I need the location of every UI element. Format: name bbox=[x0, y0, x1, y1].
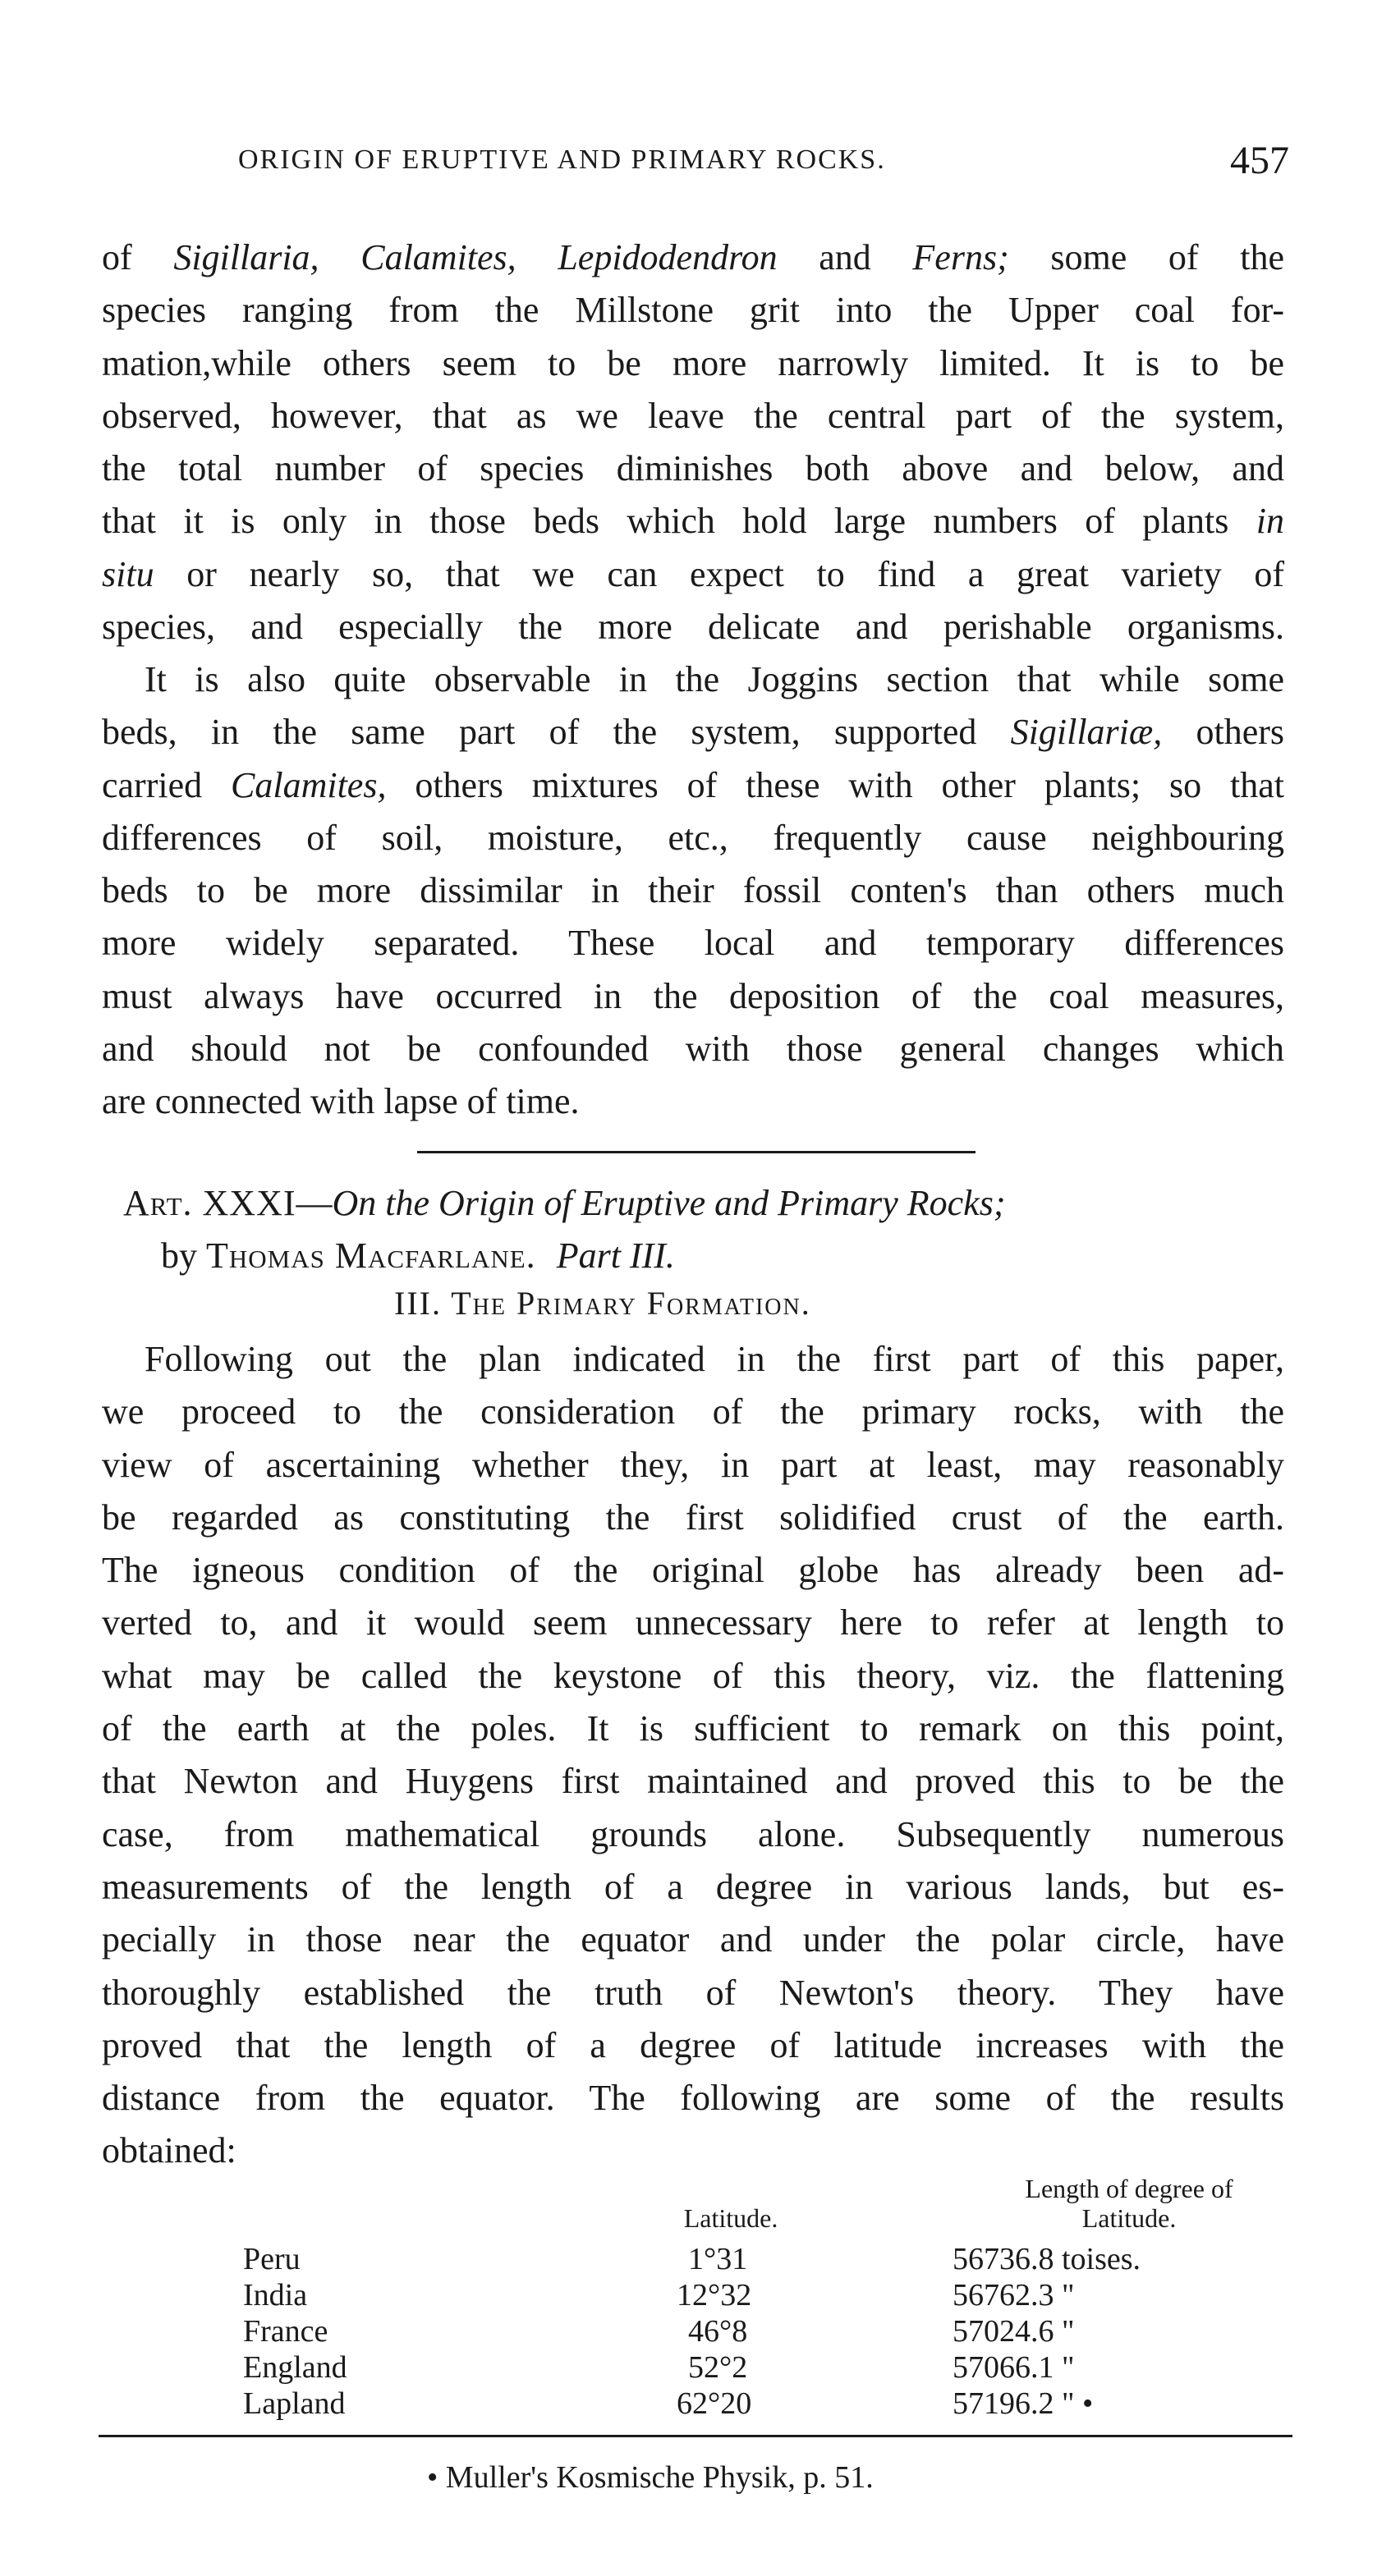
text-line: pecially in those near the equator and under the polar circle, have bbox=[102, 1919, 1284, 1960]
article-byline: by Thomas Macfarlane. Part III. bbox=[161, 1235, 675, 1276]
article-separator-rule bbox=[417, 1151, 976, 1153]
text-line: of Sigillaria, Calamites, Lepidodendron and Ferns; some of the bbox=[102, 237, 1284, 277]
text-line: proved that the length of a degree of latitude increases with the bbox=[102, 2024, 1284, 2065]
text-line: measurements of the length of a degree in various lands, but es- bbox=[102, 1866, 1284, 1907]
text-line: beds to be more dissimilar in their fossil conten's than others much bbox=[102, 870, 1284, 911]
text-line: The igneous condition of the original globe has already been ad- bbox=[102, 1550, 1284, 1591]
text-line: thoroughly established the truth of Newton's theory. They have bbox=[102, 1972, 1284, 2013]
page-number: 457 bbox=[1230, 139, 1289, 182]
article-author: Thomas Macfarlane. bbox=[206, 1235, 536, 1276]
text-line: what may be called the keystone of this theory, viz. the flattening bbox=[102, 1655, 1284, 1696]
text-line: species, and especially the more delicate and perishable organisms. bbox=[102, 607, 1284, 648]
text-line: obtained: bbox=[102, 2130, 236, 2171]
text-line: that Newton and Huygens first maintained and proved this to be the bbox=[102, 1761, 1284, 1802]
table-cell-length: 56736.8 toises. bbox=[953, 2242, 1141, 2276]
text-line: more widely separated. These local and temporary differences bbox=[102, 923, 1284, 964]
latitude-table bbox=[0, 2167, 1391, 2421]
text-line: view of ascertaining whether they, in part at least, may reasonably bbox=[102, 1444, 1284, 1485]
text-line: be regarded as constituting the first solidified crust of the earth. bbox=[102, 1497, 1284, 1538]
text-line: beds, in the same part of the system, supported Sigillariæ, others bbox=[102, 712, 1285, 753]
article-heading bbox=[123, 1177, 1289, 1282]
table-cell-place: England bbox=[243, 2350, 347, 2385]
text-line: Following out the plan indicated in the first part of this paper, bbox=[145, 1339, 1284, 1379]
table-cell-place: Peru bbox=[243, 2242, 301, 2276]
table-cell-place: Lapland bbox=[243, 2386, 346, 2421]
text-line: situ or nearly so, that we can expect to find a great variety of bbox=[102, 553, 1284, 594]
table-header-latitude: Latitude. bbox=[683, 2203, 778, 2233]
paragraph-joggins bbox=[102, 653, 1284, 1129]
table-cell-place: India bbox=[243, 2278, 308, 2312]
text-line: and should not be confounded with those general changes which bbox=[102, 1029, 1284, 1070]
text-line: species ranging from the Millstone grit into the Upper coal for- bbox=[102, 290, 1284, 331]
table-cell-length: 57196.2 " • bbox=[953, 2386, 1094, 2421]
footnote: • Muller's Kosmische Physik, p. 51. bbox=[427, 2460, 874, 2495]
text-line: observed, however, that as we leave the central part of the system, bbox=[102, 395, 1284, 436]
table-cell-latitude: 62°20 bbox=[677, 2386, 752, 2421]
section-heading: III. The Primary Formation. bbox=[394, 1285, 811, 1322]
table-cell-length: 56762.3 " bbox=[953, 2278, 1075, 2312]
text-line: we proceed to the consideration of the primary rocks, with the bbox=[102, 1391, 1284, 1432]
table-cell-place: France bbox=[243, 2314, 328, 2349]
text-line: distance from the equator. The following are some of the results bbox=[102, 2078, 1284, 2119]
text-line: It is also quite observable in the Joggins section that while some bbox=[145, 659, 1284, 699]
running-title: ORIGIN OF ERUPTIVE AND PRIMARY ROCKS. bbox=[238, 144, 886, 175]
text-line: must always have occurred in the deposition of the coal measures, bbox=[102, 975, 1284, 1016]
text-line: are connected with lapse of time. bbox=[102, 1081, 580, 1122]
article-label: Art. XXXI bbox=[123, 1183, 296, 1223]
table-cell-latitude: 12°32 bbox=[677, 2278, 752, 2312]
text-line: of the earth at the poles. It is sufficient to remark on this point, bbox=[102, 1708, 1284, 1749]
table-cell-length: 57066.1 " bbox=[953, 2350, 1075, 2385]
text-line: mation,while others seem to be more narrowly limited. It is to be bbox=[102, 342, 1284, 383]
running-head bbox=[238, 138, 1289, 187]
table-cell-latitude: 46°8 bbox=[688, 2314, 748, 2349]
article-title-line: Art. XXXI—On the Origin of Eruptive and Primary Rocks; bbox=[123, 1183, 1006, 1223]
text-line: case, from mathematical grounds alone. Subsequently numerous bbox=[102, 1813, 1284, 1854]
continued-paragraph bbox=[102, 231, 1284, 653]
text-line: carried Calamites, others mixtures of these with other plants; so that bbox=[102, 764, 1284, 805]
table-cell-latitude: 1°31 bbox=[688, 2242, 748, 2276]
table-header-length: Length of degree of Latitude. bbox=[1025, 2174, 1233, 2233]
text-line: that it is only in those beds which hold large numbers of plants in bbox=[102, 501, 1284, 542]
table-cell-length: 57024.6 " bbox=[953, 2314, 1075, 2349]
footnote-rule bbox=[99, 2435, 1292, 2437]
text-line: verted to, and it would seem unnecessary here to refer at length to bbox=[102, 1602, 1284, 1643]
table-cell-latitude: 52°2 bbox=[688, 2350, 748, 2385]
article-title: On the Origin of Eruptive and Primary Rocks; bbox=[332, 1183, 1006, 1223]
article-paragraph bbox=[102, 1333, 1284, 2178]
text-line: the total number of species diminishes both above and below, and bbox=[102, 448, 1284, 489]
text-line: differences of soil, moisture, etc., frequently cause neighbouring bbox=[102, 817, 1284, 858]
article-part: Part III. bbox=[556, 1235, 675, 1276]
